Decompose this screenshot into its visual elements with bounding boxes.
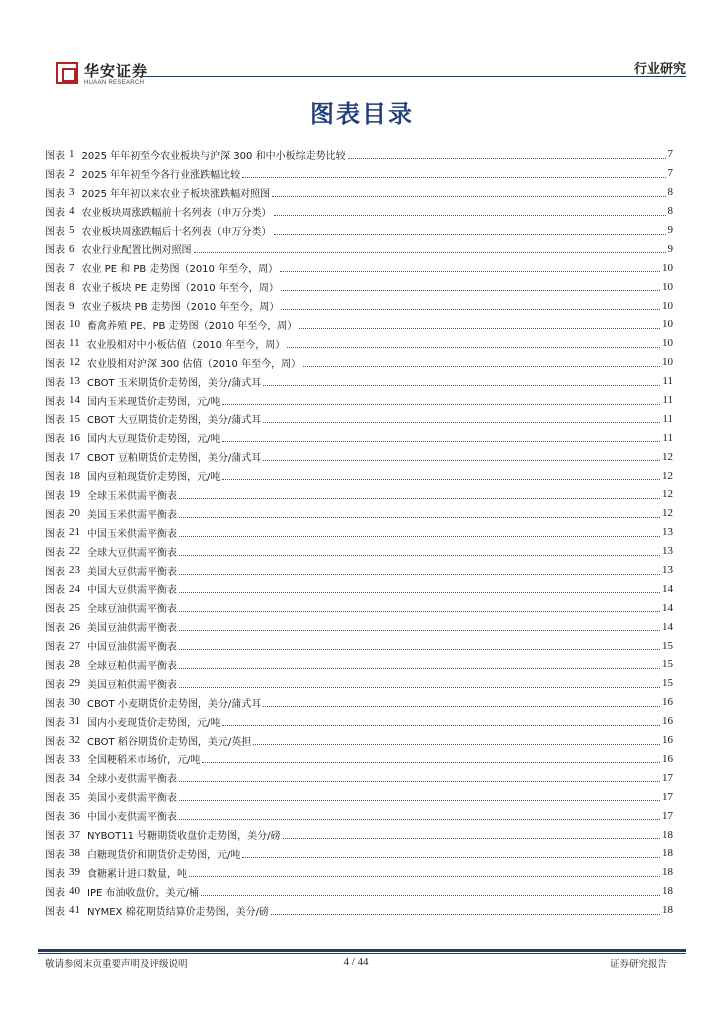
toc-entry-title: 美国豆粕供需平衡表 [87,679,177,691]
toc-dot-leader [194,252,666,253]
toc-entry-label: 图表 [45,509,65,521]
toc-entry-title: CBOT 大豆期货价走势图，美分/蒲式耳 [87,415,262,427]
toc-entry[interactable] [45,164,673,183]
toc-entry-label: 图表 [45,642,65,654]
toc-entry-label: 图表 [45,302,65,314]
toc-entry-page: 11 [662,375,673,388]
toc-dot-leader [201,895,660,896]
toc-entry-title: 白糖现货价和期货价走势图，元/吨 [87,849,241,861]
toc-entry-number: 18 [69,469,80,482]
figure-toc-list [45,145,673,920]
toc-entry[interactable] [45,863,673,882]
toc-entry-number: 1 [69,148,75,161]
toc-entry[interactable] [45,617,673,636]
logo-name: 华安证券 [84,62,149,80]
toc-entry-title: 国内小麦现货价走势图，元/吨 [87,717,221,729]
toc-entry[interactable] [45,315,673,334]
toc-entry-label: 图表 [45,868,65,880]
toc-dot-leader [281,309,660,310]
toc-dot-leader [287,347,660,348]
toc-entry-label: 图表 [45,679,65,691]
toc-entry-label: 图表 [45,169,65,181]
toc-entry-title: 全球豆油供需平衡表 [87,604,177,616]
toc-entry[interactable] [45,391,673,410]
toc-entry-title: 农业股相对中小板估值（2010 年至今，周） [86,339,286,351]
toc-entry-page: 10 [662,318,673,331]
toc-entry-label: 图表 [45,906,65,918]
toc-entry-title: CBOT 玉米期货价走势图，美分/蒲式耳 [87,377,262,389]
toc-entry-number: 20 [69,507,80,520]
toc-entry-number: 26 [69,620,80,633]
toc-entry-page: 8 [667,205,673,218]
toc-dot-leader [263,422,660,423]
company-logo [56,58,166,92]
toc-entry-title: NYMEX 棉花期货结算价走势图，美分/磅 [87,906,269,918]
toc-dot-leader [179,517,660,518]
toc-entry[interactable] [45,542,673,561]
toc-entry[interactable] [45,485,673,504]
toc-entry-number: 11 [69,337,80,350]
toc-entry[interactable] [45,447,673,466]
toc-entry-label: 图表 [45,490,65,502]
toc-entry-title: 美国大豆供需平衡表 [87,566,177,578]
toc-entry[interactable] [45,674,673,693]
logo-seal-icon [56,62,78,84]
toc-entry-number: 13 [69,375,80,388]
toc-entry-number: 40 [69,885,80,898]
toc-entry-label: 图表 [45,339,65,351]
toc-entry-title: 中国小麦供需平衡表 [87,812,177,824]
toc-entry-label: 图表 [45,358,65,370]
toc-entry-page: 9 [667,224,673,236]
toc-entry-title: IPE 布油收盘价，美元/桶 [87,887,199,899]
toc-entry[interactable] [45,750,673,769]
toc-entry[interactable] [45,145,673,164]
toc-entry-title: 全国粳稻米市场价，元/吨 [87,755,201,767]
toc-entry-title: 美国小麦供需平衡表 [87,793,177,805]
toc-entry-label: 图表 [45,264,65,276]
toc-dot-leader [179,611,660,612]
toc-entry-title: 全球大豆供需平衡表 [87,547,177,559]
toc-entry[interactable] [45,825,673,844]
toc-dot-leader [179,592,660,593]
toc-entry[interactable] [45,655,673,674]
toc-entry-title: 中国豆油供需平衡表 [87,642,177,654]
toc-entry[interactable] [45,296,673,315]
toc-dot-leader [222,725,660,726]
toc-entry-label: 图表 [45,245,65,257]
toc-dot-leader [179,555,660,556]
toc-entry-label: 图表 [45,849,65,861]
toc-entry-title: 2025 年年初至今农业板块与沪深 300 和中小板综走势比较 [81,150,346,162]
toc-dot-leader [280,271,660,272]
toc-entry-title: 国内玉米现货价走势图，元/吨 [87,396,221,408]
toc-entry[interactable] [45,239,673,258]
toc-entry-page: 17 [662,790,673,803]
toc-entry[interactable] [45,579,673,598]
toc-entry-label: 图表 [45,755,65,767]
toc-entry-page: 14 [662,582,673,595]
toc-entry-title: CBOT 小麦期货价走势图，美分/蒲式耳 [87,698,262,710]
footer-disclaimer: 敬请参阅末页重要声明及评级说明 [45,959,188,970]
toc-entry[interactable] [45,712,673,731]
toc-entry-number: 9 [69,299,75,312]
toc-entry-number: 37 [69,828,80,841]
toc-dot-leader [179,630,660,631]
toc-entry-number: 27 [69,639,80,652]
toc-dot-leader [179,800,660,801]
toc-entry-label: 图表 [45,698,65,710]
toc-entry-page: 8 [667,186,673,199]
toc-entry-title: NYBOT11 号糖期货收盘价走势图，美分/磅 [87,831,281,842]
toc-entry-label: 图表 [45,472,65,484]
toc-dot-leader [179,668,660,669]
toc-entry-title: 农业 PE 和 PB 走势图（2010 年至今，周） [81,264,279,276]
toc-entry-page: 10 [662,356,673,369]
toc-entry-label: 图表 [45,623,65,635]
toc-entry-title: 全球玉米供需平衡表 [87,490,177,502]
toc-dot-leader [222,479,660,480]
toc-entry-title: 农业板块周涨跌幅前十名列表（申万分类） [81,207,272,219]
toc-entry-page: 16 [662,715,673,728]
toc-entry-label: 图表 [45,547,65,559]
toc-entry[interactable] [45,221,673,240]
toc-entry-page: 11 [662,394,673,407]
toc-dot-leader [179,536,660,537]
header-rule [140,76,686,77]
toc-entry[interactable] [45,258,673,277]
toc-entry-number: 29 [69,677,80,690]
toc-dot-leader [263,460,660,461]
toc-entry[interactable] [45,428,673,447]
toc-entry-title: 农业板块周涨跌幅后十名列表（申万分类） [81,226,272,238]
toc-entry-title: 国内大豆现货价走势图，元/吨 [87,434,221,446]
toc-dot-leader [303,366,660,367]
toc-entry-page: 15 [662,639,673,652]
toc-entry[interactable] [45,636,673,655]
toc-entry-page: 15 [662,658,673,671]
footer-rule-thin [38,953,686,954]
toc-entry-label: 图表 [45,736,65,748]
toc-entry[interactable] [45,277,673,296]
toc-entry-title: 农业子板块 PE 走势图（2010 年至今，周） [81,283,279,295]
toc-entry-page: 12 [662,488,673,501]
toc-entry-number: 22 [69,545,80,558]
toc-entry-label: 图表 [45,774,65,786]
page-number: 4 / 44 [343,956,369,968]
toc-entry[interactable] [45,202,673,221]
toc-dot-leader [272,196,665,197]
page-header [38,58,686,92]
toc-dot-leader [281,290,660,291]
toc-entry[interactable] [45,806,673,825]
toc-entry-label: 图表 [45,566,65,578]
toc-entry[interactable] [45,731,673,750]
toc-dot-leader [274,234,666,235]
toc-entry-page: 18 [662,885,673,898]
toc-entry-page: 13 [662,545,673,558]
toc-entry[interactable] [45,466,673,485]
toc-entry-page: 11 [662,431,673,444]
toc-dot-leader [253,744,660,745]
toc-entry-title: CBOT 豆粕期货价走势图，美分/蒲式耳 [87,453,262,465]
toc-dot-leader [299,328,660,329]
toc-entry-title: 全球小麦供需平衡表 [87,774,177,786]
toc-entry-number: 19 [69,488,80,501]
toc-entry-label: 图表 [45,415,65,427]
toc-entry[interactable] [45,504,673,523]
toc-entry-title: 国内豆粕现货价走势图，元/吨 [87,472,221,484]
toc-entry-label: 图表 [45,150,65,162]
toc-entry-label: 图表 [45,283,65,295]
toc-entry[interactable] [45,901,673,920]
toc-entry-label: 图表 [45,320,65,332]
toc-entry[interactable] [45,334,673,353]
toc-entry-number: 28 [69,658,80,671]
toc-entry-label: 图表 [45,396,65,408]
toc-entry-page: 14 [662,620,673,633]
toc-entry-number: 3 [69,186,75,199]
toc-entry-page: 18 [662,847,673,860]
toc-entry-number: 6 [69,242,75,255]
toc-dot-leader [179,498,660,499]
toc-entry-number: 17 [69,450,80,463]
footer-rule [38,949,686,952]
toc-entry-number: 35 [69,790,80,803]
toc-entry-title: CBOT 稻谷期货价走势图，美元/英担 [87,736,252,748]
toc-entry-number: 30 [69,696,80,709]
toc-entry-page: 13 [662,564,673,577]
toc-entry-page: 16 [662,696,673,709]
toc-entry-number: 4 [69,205,75,218]
toc-entry-title: 农业子板块 PB 走势图（2010 年至今，周） [81,302,280,314]
toc-entry-title: 全球豆粕供需平衡表 [87,660,177,672]
toc-entry-label: 图表 [45,887,65,899]
toc-entry-number: 21 [69,526,80,539]
toc-entry-page: 13 [662,526,673,539]
toc-entry[interactable] [45,353,673,372]
toc-entry-title: 农业行业配置比例对照图 [81,245,192,257]
toc-entry-page: 11 [662,412,673,425]
toc-dot-leader [263,385,660,386]
toc-dot-leader [179,819,660,820]
toc-entry-page: 18 [662,866,673,879]
toc-dot-leader [222,404,660,405]
toc-entry-page: 10 [662,299,673,312]
toc-dot-leader [271,914,660,915]
toc-entry-page: 14 [662,601,673,614]
section-label: 行业研究 [633,62,686,77]
toc-dot-leader [242,857,660,858]
toc-entry-title: 食糖累计进口数量，吨 [87,868,187,880]
toc-entry-title: 畜禽养殖 PE、PB 走势图（2010 年至今，周） [87,320,298,332]
toc-entry-number: 8 [69,280,75,293]
toc-entry-label: 图表 [45,453,65,465]
toc-entry-title: 中国大豆供需平衡表 [87,585,177,597]
toc-entry-number: 41 [69,904,80,917]
toc-dot-leader [179,574,660,575]
toc-entry-number: 10 [69,318,80,331]
toc-dot-leader [202,762,660,763]
toc-entry-page: 15 [662,677,673,690]
toc-entry-label: 图表 [45,188,65,200]
toc-entry-label: 图表 [45,226,65,238]
toc-entry-label: 图表 [45,434,65,446]
toc-entry-label: 图表 [45,604,65,616]
toc-entry-number: 15 [69,412,80,425]
toc-entry-label: 图表 [45,377,65,389]
toc-dot-leader [179,781,660,782]
toc-entry-number: 31 [69,715,80,728]
toc-entry-page: 10 [662,337,673,350]
toc-entry-page: 16 [662,752,673,765]
toc-entry-page: 12 [662,507,673,520]
toc-entry-label: 图表 [45,793,65,805]
toc-dot-leader [179,687,660,688]
toc-entry-number: 39 [69,866,80,879]
page-title: 图表目录 [310,100,414,128]
logo-subtitle: HUAAN RESEARCH [84,80,145,86]
toc-entry[interactable] [45,882,673,901]
toc-entry[interactable] [45,693,673,712]
toc-dot-leader [263,706,660,707]
toc-entry-page: 12 [662,450,673,463]
toc-entry-title: 2025 年年初至今各行业涨跌幅比较 [81,169,241,181]
toc-entry-page: 12 [662,469,673,482]
toc-entry[interactable] [45,768,673,787]
toc-entry-number: 2 [69,167,75,180]
toc-entry[interactable] [45,787,673,806]
toc-entry-number: 23 [69,564,80,577]
toc-entry-number: 36 [69,809,80,822]
toc-entry-number: 34 [69,771,80,784]
toc-entry-label: 图表 [45,207,65,219]
toc-entry-title: 农业股相对沪深 300 估值（2010 年至今，周） [87,358,302,370]
footer-report-type: 证券研究报告 [609,959,667,970]
toc-entry-page: 10 [662,280,673,293]
toc-entry-page: 10 [662,261,673,274]
toc-entry[interactable] [45,523,673,542]
toc-entry-number: 16 [69,431,80,444]
toc-entry[interactable] [45,598,673,617]
toc-entry-page: 7 [667,148,673,161]
toc-entry-page: 17 [662,771,673,784]
toc-entry-page: 7 [667,167,673,180]
toc-entry-title: 美国豆油供需平衡表 [87,623,177,635]
toc-entry-page: 9 [667,242,673,255]
toc-entry-label: 图表 [45,660,65,672]
toc-entry-title: 2025 年年初以来农业子板块涨跌幅对照图 [81,188,271,200]
toc-entry-number: 33 [69,752,80,765]
toc-entry-label: 图表 [45,585,65,597]
toc-entry-number: 5 [69,224,75,236]
toc-entry-page: 16 [662,734,673,747]
toc-entry[interactable] [45,372,673,391]
toc-entry-number: 32 [69,734,80,747]
toc-entry-title: 中国玉米供需平衡表 [87,528,177,540]
toc-entry-label: 图表 [45,812,65,824]
toc-entry-page: 17 [662,809,673,822]
toc-entry-page: 18 [662,904,673,917]
toc-entry[interactable] [45,409,673,428]
toc-entry[interactable] [45,844,673,863]
toc-entry-label: 图表 [45,831,65,842]
toc-entry-number: 25 [69,601,80,614]
toc-dot-leader [189,876,660,877]
toc-entry-number: 12 [69,356,80,369]
toc-entry-title: 美国玉米供需平衡表 [87,509,177,521]
toc-dot-leader [274,215,666,216]
toc-entry-label: 图表 [45,528,65,540]
toc-entry-page: 18 [662,828,673,841]
toc-entry[interactable] [45,561,673,580]
toc-entry-number: 38 [69,847,80,860]
toc-entry[interactable] [45,183,673,202]
toc-dot-leader [242,177,665,178]
toc-dot-leader [222,441,660,442]
toc-dot-leader [179,649,660,650]
toc-dot-leader [348,158,666,159]
toc-entry-number: 14 [69,394,80,407]
toc-entry-number: 7 [69,261,75,274]
toc-entry-label: 图表 [45,717,65,729]
toc-dot-leader [283,838,660,839]
toc-entry-number: 24 [69,582,80,595]
